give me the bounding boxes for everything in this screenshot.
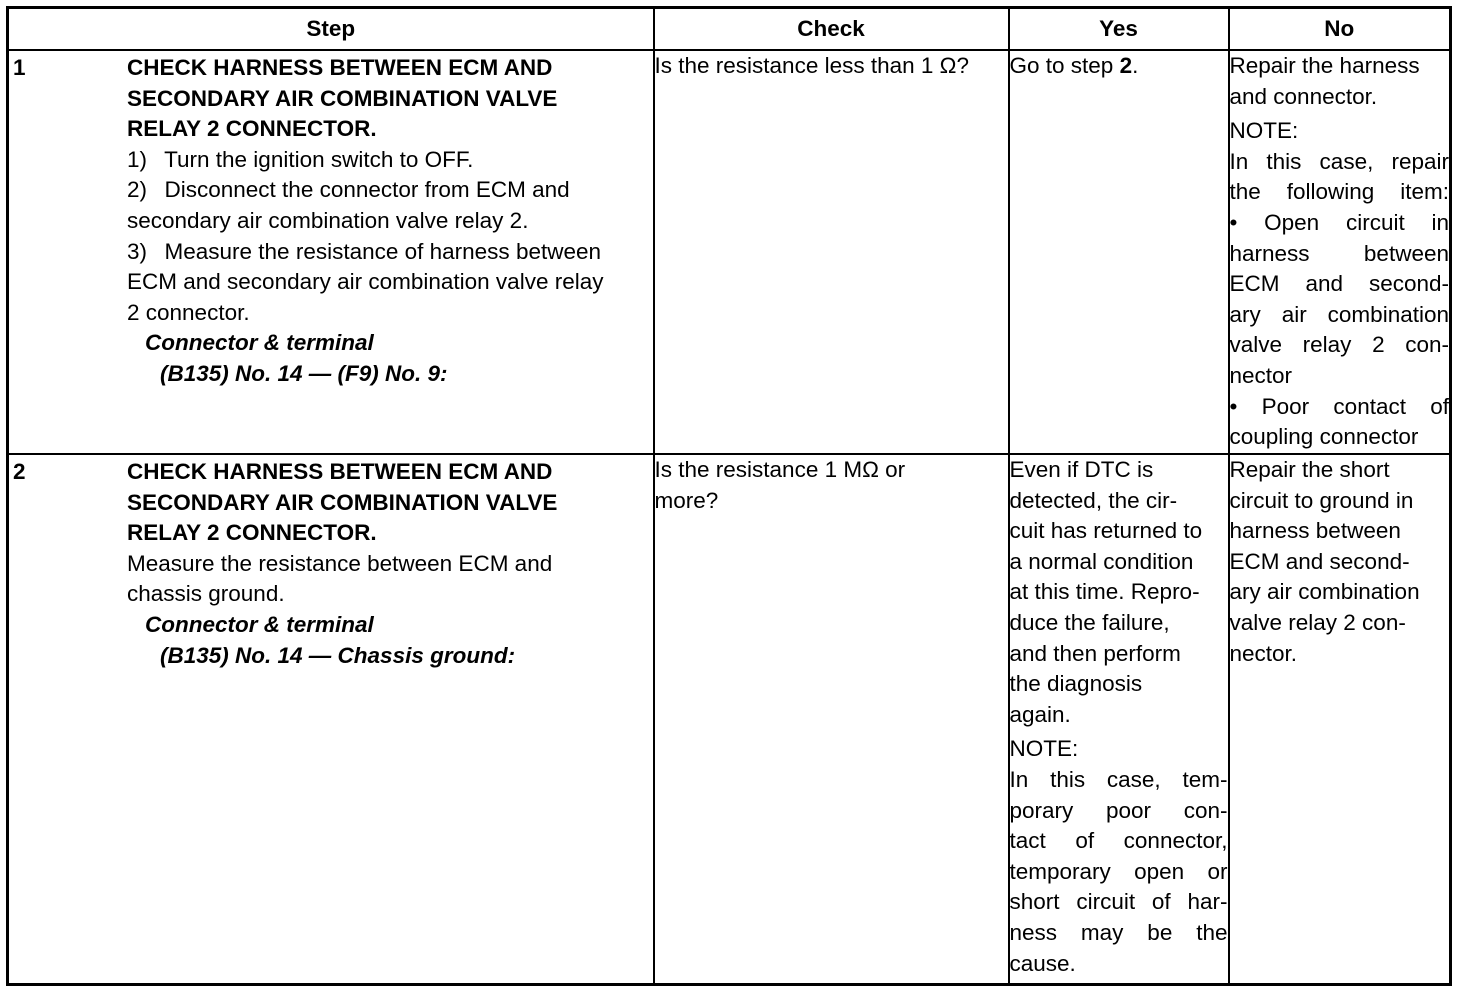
yes-action-line: Even if DTC is [1009,457,1154,482]
yes-action-line: at this time. Repro- [1009,579,1200,605]
no-action-line: circuit to ground in [1229,487,1414,513]
diagnostic-table [6,6,1452,986]
step-title-line: RELAY 2 CONNECTOR. [127,116,377,142]
step-title-line: SECONDARY AIR COMBINATION VALVE [127,489,558,515]
connector-terminal: (B135) No. 14 — (F9) No. 9: [160,360,448,386]
table-row [8,454,1451,985]
note-line: coupling connector [1229,424,1419,450]
table-row [8,50,1451,454]
yes-text-end: . [1132,53,1139,78]
yes-cell [1009,454,1229,985]
no-action-line: harness between [1229,518,1401,544]
note-line: In this case, repair [1229,148,1449,174]
yes-action-line: and then perform [1009,640,1181,666]
check-question: more? [654,487,719,513]
note-line: ECM and second- [1229,271,1449,297]
note-line: • Poor contact of [1229,393,1449,419]
no-cell [1229,454,1451,985]
step-title-line: SECONDARY AIR COMBINATION VALVE [127,85,558,111]
note-line: valve relay 2 con- [1229,332,1449,358]
step-title-line: CHECK HARNESS BETWEEN ECM AND [127,459,553,484]
header-step: Step [8,8,654,51]
no-action-line: and connector. [1229,83,1378,109]
note-line: harness between [1229,240,1449,266]
note-label: NOTE: [1009,736,1079,762]
note-label: NOTE: [1229,118,1299,144]
note-line: tact of connector, [1009,828,1228,854]
yes-action [1010,51,1228,82]
note-line: • Open circuit in [1229,209,1449,235]
instruction-line: Measure the resistance between ECM and [127,550,553,576]
no-action-line: Repair the short [1229,457,1390,482]
instruction-line: 1) Turn the ignition switch to OFF. [127,146,474,172]
note-line: the following item: [1229,179,1449,205]
yes-text: Go to step [1009,53,1120,78]
yes-action-line: cuit has returned to [1009,518,1203,544]
instruction-line: chassis ground. [127,581,285,607]
no-action-line: nector. [1229,640,1298,666]
step-body [127,455,653,671]
no-action-line: ECM and second- [1229,548,1410,574]
step-cell [8,454,654,985]
yes-action-line: duce the failure, [1009,609,1170,635]
note-line: temporary open or [1009,858,1228,884]
connector-terminal: (B135) No. 14 — Chassis ground: [160,642,516,668]
no-action-line: valve relay 2 con- [1229,609,1406,635]
yes-action-line: the diagnosis [1009,671,1143,697]
note-line: cause. [1009,950,1076,976]
step-title-line: RELAY 2 CONNECTOR. [127,520,377,546]
instruction-line: secondary air combination valve relay 2. [127,207,529,233]
check-question: Is the resistance 1 MΩ or [654,457,906,482]
no-action-line: ary air combination [1229,579,1420,605]
no-action-line: Repair the harness [1229,53,1420,78]
step-title-line: CHECK HARNESS BETWEEN ECM AND [127,55,553,80]
no-cell [1229,50,1451,454]
check-cell [654,50,1009,454]
header-no: No [1229,8,1451,51]
step-number: 2 [13,459,26,484]
yes-cell [1009,50,1229,454]
header-yes: Yes [1009,8,1229,51]
instruction-line: 2 connector. [127,299,250,325]
yes-action-line: detected, the cir- [1009,487,1178,513]
header-row [8,8,1451,51]
instruction-line: 2) Disconnect the connector from ECM and [127,177,570,203]
note-line: ness may be the [1009,919,1228,945]
instruction-line: ECM and secondary air combination valve relay [127,269,604,295]
check-cell [654,454,1009,985]
note-line: porary poor con- [1009,797,1228,823]
step-number: 1 [13,55,26,80]
connector-label: Connector & terminal [145,330,374,356]
step-cell [8,50,654,454]
note-line: In this case, tem- [1009,766,1228,792]
note-line: ary air combination [1229,301,1449,327]
step-body [127,51,653,390]
step-link: 2 [1119,53,1133,78]
note-line: nector [1229,362,1293,388]
note-line: short circuit of har- [1009,889,1228,915]
diagnostic-procedure [6,6,1452,986]
instruction-line: 3) Measure the resistance of harness between [127,238,602,264]
yes-action-line: again. [1009,701,1071,727]
header-check: Check [654,8,1009,51]
check-question: Is the resistance less than 1 Ω? [654,53,969,78]
yes-action-line: a normal condition [1009,548,1194,574]
connector-label: Connector & terminal [145,611,374,637]
